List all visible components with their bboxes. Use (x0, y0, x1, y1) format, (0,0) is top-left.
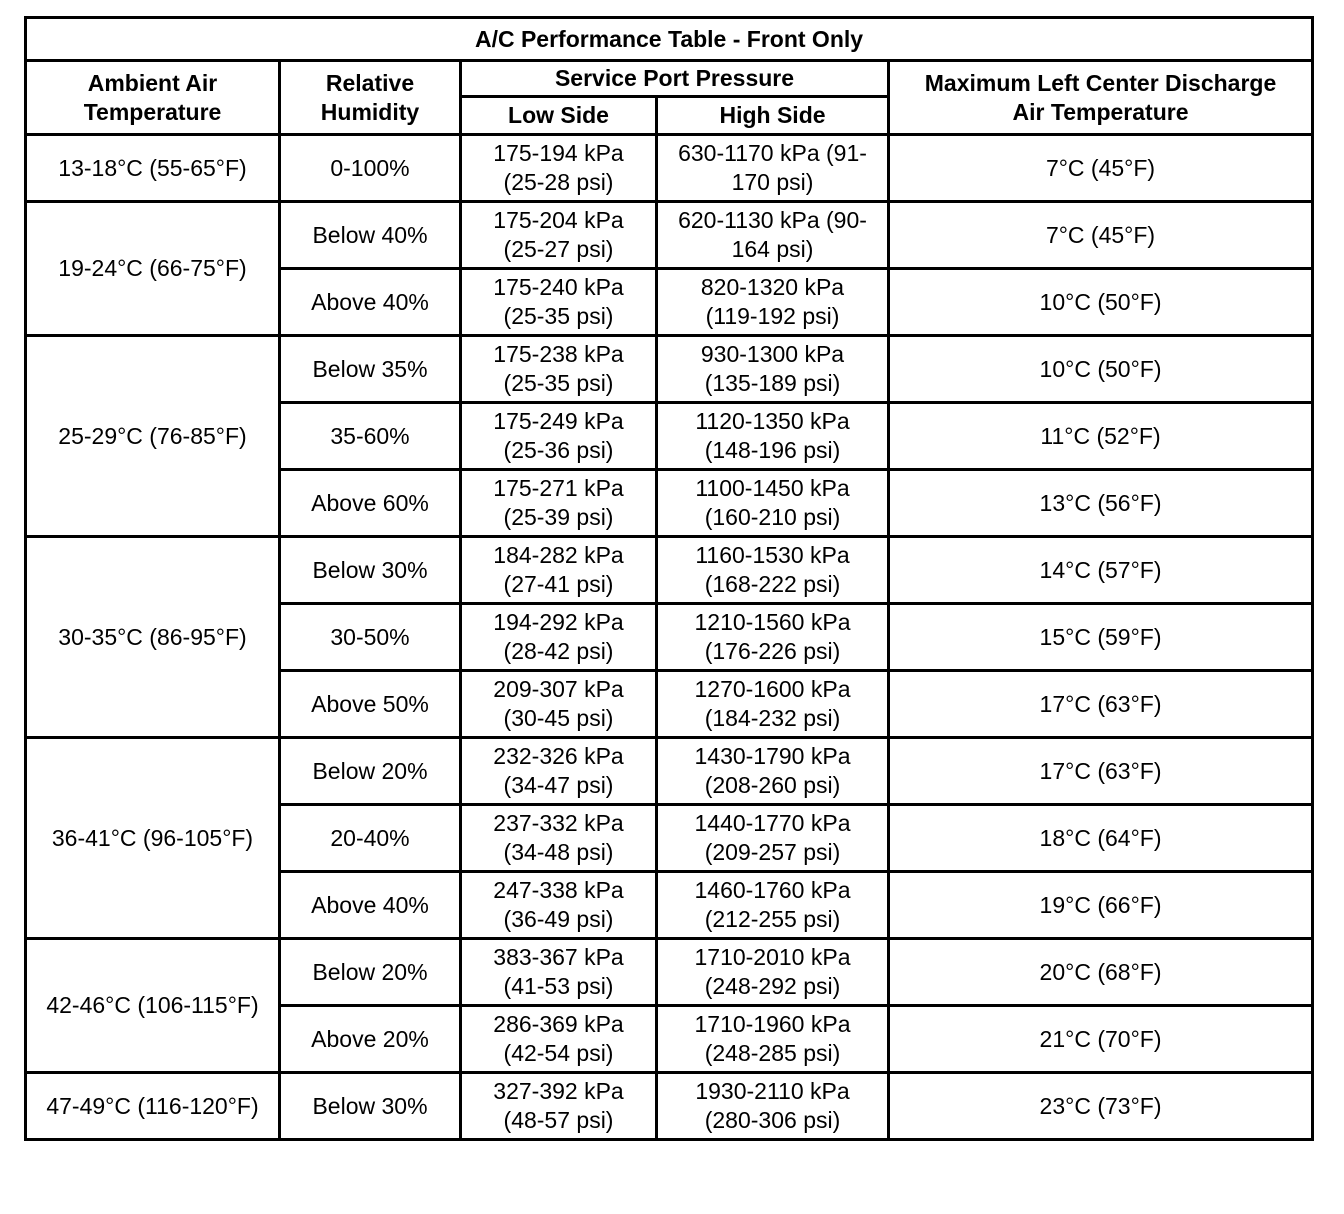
high-side-pressure-cell (657, 202, 889, 269)
high-side-pressure-cell-line: 170 psi) (731, 169, 814, 195)
humidity-cell: 35-60% (280, 403, 461, 470)
table-row (26, 537, 1313, 604)
discharge-temperature-cell: 11°C (52°F) (889, 403, 1313, 470)
discharge-temperature-cell: 18°C (64°F) (889, 805, 1313, 872)
low-side-pressure-cell-line: 194-292 kPa (493, 609, 624, 635)
low-side-pressure-cell-line: 175-194 kPa (493, 140, 624, 166)
humidity-cell: Above 40% (280, 269, 461, 336)
high-side-pressure-cell-line: 820-1320 kPa (700, 274, 845, 300)
low-side-pressure-cell-line: 175-271 kPa (493, 475, 624, 501)
low-side-header: Low Side (461, 97, 657, 135)
high-side-header: High Side (657, 97, 889, 135)
low-side-pressure-cell-line: (27-41 psi) (503, 571, 614, 597)
high-side-pressure-cell-line: 630-1170 kPa (91- (678, 140, 867, 166)
table-row (26, 135, 1313, 202)
high-side-pressure-cell (657, 671, 889, 738)
ambient-header-line-2: Temperature (83, 98, 222, 125)
low-side-pressure-cell (461, 939, 657, 1006)
humidity-cell: Above 40% (280, 872, 461, 939)
high-side-pressure-cell-line: (248-285 psi) (704, 1040, 841, 1066)
humidity-header-line-2: Humidity (320, 98, 420, 125)
high-side-pressure-cell (657, 939, 889, 1006)
low-side-pressure-cell (461, 135, 657, 202)
discharge-temperature-cell: 13°C (56°F) (889, 470, 1313, 537)
low-side-pressure-cell (461, 604, 657, 671)
humidity-cell: Below 20% (280, 738, 461, 805)
high-side-pressure-cell (657, 470, 889, 537)
low-side-pressure-cell-line: 232-326 kPa (493, 743, 624, 769)
low-side-pressure-cell (461, 269, 657, 336)
discharge-header-line-1: Maximum Left Center Discharge (924, 69, 1277, 96)
low-side-pressure-cell (461, 403, 657, 470)
high-side-pressure-cell (657, 738, 889, 805)
high-side-pressure-cell-line: 1270-1600 kPa (694, 676, 851, 702)
high-side-pressure-cell-line: 1710-2010 kPa (694, 944, 851, 970)
humidity-cell: 30-50% (280, 604, 461, 671)
low-side-pressure-cell-line: 175-240 kPa (493, 274, 624, 300)
high-side-pressure-cell-line: (208-260 psi) (704, 772, 841, 798)
high-side-pressure-cell-line: 1710-1960 kPa (694, 1011, 851, 1037)
high-side-pressure-cell (657, 805, 889, 872)
discharge-temperature-cell: 7°C (45°F) (889, 135, 1313, 202)
discharge-temperature-cell: 21°C (70°F) (889, 1006, 1313, 1073)
max-discharge-temperature-header (889, 61, 1313, 135)
low-side-pressure-cell (461, 671, 657, 738)
high-side-pressure-cell (657, 1006, 889, 1073)
high-side-pressure-cell (657, 872, 889, 939)
table-row (26, 939, 1313, 1006)
low-side-pressure-cell-line: 184-282 kPa (493, 542, 624, 568)
low-side-pressure-cell-line: (25-35 psi) (503, 303, 614, 329)
discharge-temperature-cell: 15°C (59°F) (889, 604, 1313, 671)
low-side-pressure-cell-line: (41-53 psi) (503, 973, 614, 999)
high-side-pressure-cell-line: 1100-1450 kPa (695, 475, 850, 501)
low-side-pressure-cell-line: 175-204 kPa (493, 207, 624, 233)
table-row (26, 202, 1313, 269)
high-side-pressure-cell-line: 1430-1790 kPa (694, 743, 851, 769)
high-side-pressure-cell-line: 620-1130 kPa (90- (678, 207, 867, 233)
low-side-pressure-cell-line: (25-28 psi) (503, 169, 614, 195)
high-side-pressure-cell (657, 403, 889, 470)
low-side-pressure-cell (461, 738, 657, 805)
ambient-temperature-cell: 19-24°C (66-75°F) (26, 202, 280, 336)
discharge-header-line-2: Air Temperature (1012, 98, 1189, 125)
high-side-pressure-cell-line: (248-292 psi) (704, 973, 841, 999)
low-side-pressure-cell-line: (25-39 psi) (503, 504, 614, 530)
high-side-pressure-cell-line: 1120-1350 kPa (695, 408, 850, 434)
low-side-pressure-cell (461, 336, 657, 403)
ambient-temperature-cell: 42-46°C (106-115°F) (26, 939, 280, 1073)
table-row (26, 738, 1313, 805)
high-side-pressure-cell-line: (176-226 psi) (704, 638, 841, 664)
humidity-header-line-1: Relative (325, 69, 415, 96)
low-side-pressure-cell-line: (25-35 psi) (503, 370, 614, 396)
low-side-pressure-cell-line: (34-48 psi) (503, 839, 614, 865)
low-side-pressure-cell-line: (42-54 psi) (503, 1040, 614, 1066)
ambient-temperature-cell: 25-29°C (76-85°F) (26, 336, 280, 537)
low-side-pressure-cell-line: 383-367 kPa (493, 944, 624, 970)
low-side-pressure-cell-line: (34-47 psi) (503, 772, 614, 798)
low-side-pressure-cell-line: (25-27 psi) (503, 236, 614, 262)
high-side-pressure-cell-line: 1440-1770 kPa (694, 810, 851, 836)
humidity-cell: 20-40% (280, 805, 461, 872)
low-side-pressure-cell (461, 202, 657, 269)
ambient-temperature-cell: 30-35°C (86-95°F) (26, 537, 280, 738)
discharge-temperature-cell: 7°C (45°F) (889, 202, 1313, 269)
low-side-pressure-cell (461, 1073, 657, 1140)
high-side-pressure-cell-line: (212-255 psi) (704, 906, 841, 932)
high-side-pressure-cell-line: (135-189 psi) (704, 370, 841, 396)
ambient-temperature-cell: 47-49°C (116-120°F) (26, 1073, 280, 1140)
high-side-pressure-cell-line: 1160-1530 kPa (695, 542, 850, 568)
high-side-pressure-cell-line: (168-222 psi) (704, 571, 841, 597)
low-side-pressure-cell-line: (28-42 psi) (503, 638, 614, 664)
low-side-pressure-cell-line: 237-332 kPa (493, 810, 624, 836)
high-side-pressure-cell-line: (160-210 psi) (704, 504, 841, 530)
humidity-cell: Below 30% (280, 1073, 461, 1140)
ambient-temperature-cell: 13-18°C (55-65°F) (26, 135, 280, 202)
discharge-temperature-cell: 10°C (50°F) (889, 269, 1313, 336)
high-side-pressure-cell (657, 135, 889, 202)
discharge-temperature-cell: 23°C (73°F) (889, 1073, 1313, 1140)
high-side-pressure-cell-line: (148-196 psi) (704, 437, 841, 463)
humidity-cell: Above 60% (280, 470, 461, 537)
table-title: A/C Performance Table - Front Only (26, 18, 1313, 61)
high-side-pressure-cell-line: (119-192 psi) (705, 303, 840, 329)
low-side-pressure-cell (461, 470, 657, 537)
high-side-pressure-cell (657, 1073, 889, 1140)
humidity-cell: Below 20% (280, 939, 461, 1006)
table-row (26, 1073, 1313, 1140)
humidity-cell: Below 40% (280, 202, 461, 269)
humidity-cell: Above 20% (280, 1006, 461, 1073)
humidity-cell: 0-100% (280, 135, 461, 202)
high-side-pressure-cell (657, 537, 889, 604)
low-side-pressure-cell (461, 872, 657, 939)
humidity-cell: Above 50% (280, 671, 461, 738)
low-side-pressure-cell-line: 175-249 kPa (493, 408, 624, 434)
high-side-pressure-cell-line: (209-257 psi) (704, 839, 841, 865)
service-port-pressure-header: Service Port Pressure (461, 61, 889, 97)
discharge-temperature-cell: 19°C (66°F) (889, 872, 1313, 939)
humidity-cell: Below 30% (280, 537, 461, 604)
low-side-pressure-cell-line: 286-369 kPa (493, 1011, 624, 1037)
ambient-temperature-header (26, 61, 280, 135)
table-body (26, 135, 1313, 1140)
high-side-pressure-cell-line: 1930-2110 kPa (695, 1078, 850, 1104)
low-side-pressure-cell-line: 209-307 kPa (493, 676, 624, 702)
header-row (26, 61, 1313, 97)
low-side-pressure-cell (461, 805, 657, 872)
low-side-pressure-cell-line: (30-45 psi) (503, 705, 614, 731)
low-side-pressure-cell-line: 247-338 kPa (493, 877, 624, 903)
low-side-pressure-cell-line: (48-57 psi) (503, 1107, 614, 1133)
discharge-temperature-cell: 14°C (57°F) (889, 537, 1313, 604)
table-row (26, 336, 1313, 403)
high-side-pressure-cell-line: (184-232 psi) (704, 705, 841, 731)
humidity-cell: Below 35% (280, 336, 461, 403)
high-side-pressure-cell-line: 930-1300 kPa (700, 341, 845, 367)
ambient-temperature-cell: 36-41°C (96-105°F) (26, 738, 280, 939)
high-side-pressure-cell-line: (280-306 psi) (704, 1107, 841, 1133)
high-side-pressure-cell (657, 336, 889, 403)
low-side-pressure-cell-line: (25-36 psi) (503, 437, 614, 463)
high-side-pressure-cell-line: 164 psi) (731, 236, 814, 262)
relative-humidity-header (280, 61, 461, 135)
low-side-pressure-cell (461, 1006, 657, 1073)
high-side-pressure-cell (657, 269, 889, 336)
low-side-pressure-cell-line: 175-238 kPa (493, 341, 624, 367)
high-side-pressure-cell-line: 1210-1560 kPa (694, 609, 851, 635)
discharge-temperature-cell: 17°C (63°F) (889, 738, 1313, 805)
discharge-temperature-cell: 20°C (68°F) (889, 939, 1313, 1006)
discharge-temperature-cell: 10°C (50°F) (889, 336, 1313, 403)
ambient-header-line-1: Ambient Air (87, 69, 218, 96)
low-side-pressure-cell-line: 327-392 kPa (493, 1078, 624, 1104)
high-side-pressure-cell (657, 604, 889, 671)
table-title-row (26, 18, 1313, 61)
ac-performance-table (24, 16, 1314, 1141)
low-side-pressure-cell-line: (36-49 psi) (503, 906, 614, 932)
high-side-pressure-cell-line: 1460-1760 kPa (694, 877, 851, 903)
discharge-temperature-cell: 17°C (63°F) (889, 671, 1313, 738)
low-side-pressure-cell (461, 537, 657, 604)
